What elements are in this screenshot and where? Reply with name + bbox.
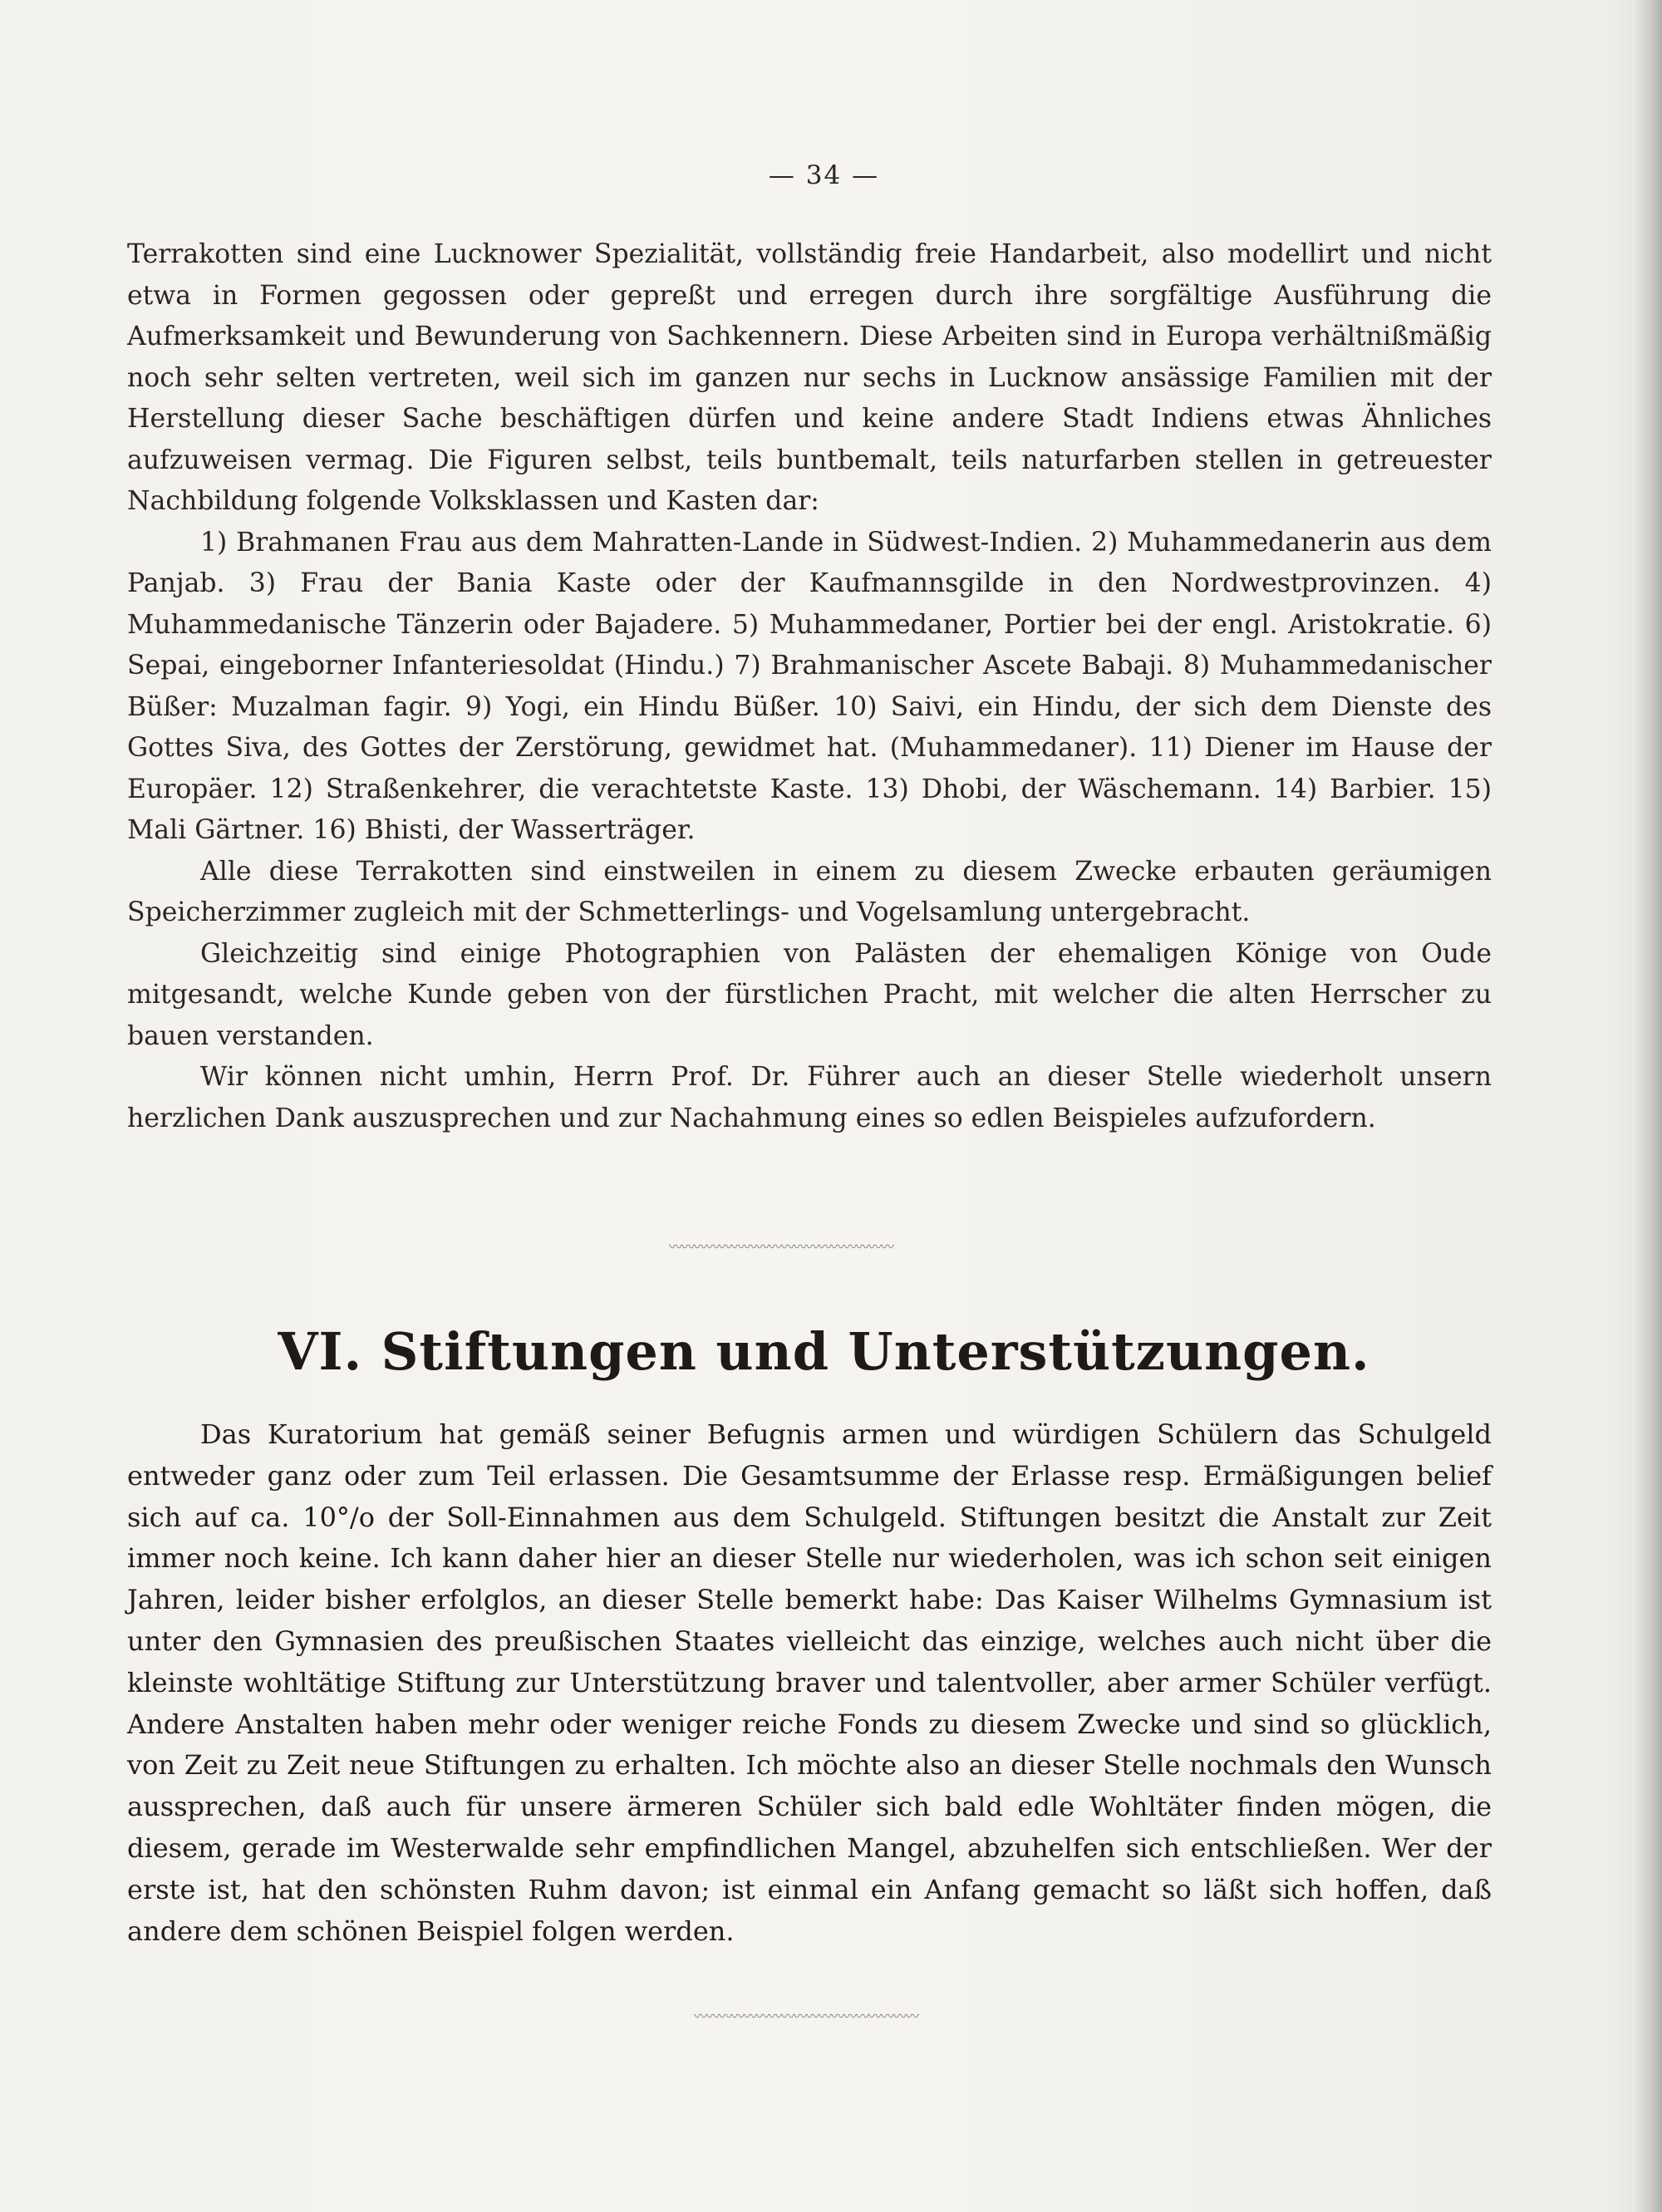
paragraph-storage: Alle diese Terrakotten sind einstweilen in einem zu diesem Zwecke erbauten geräumigen Speicherzimmer zugleich mit der Schmetterlings- und Vogelsamlung untergebracht. — [127, 856, 1492, 927]
paragraph-figures-list: 1) Brahmanen Frau aus dem Mahratten-Lande in Südwest-Indien. 2) Muhammedanerin aus dem Panjab. 3) Frau der Bania Kaste oder der Kaufmannsgilde in den Nordwestprovinzen. 4) Muhammedanische Tänzerin oder Bajadere. 5) Muhammedaner, Portier bei der engl. Aristokratie. 6) Sepai, eingeborner Infanteriesoldat (Hindu.) 7) Brahmanischer Ascete Babaji. 8) Muhammedanischer Büßer: Muzalman fagir. 9) Yogi, ein Hindu Büßer. 10) Saivi, ein Hindu, der sich dem Dienste des Gottes Siva, des Gottes der Zerstörung, gewidmet hat. (Muhammedaner). 11) Diener im Hause der Europäer. 12) Straßenkehrer, die verachtetste Kaste. 13) Dhobi, der Wäschemann. 14) Barbier. 15) Mali Gärtner. 16) Bhisti, der Wasserträger. — [127, 527, 1492, 845]
ornamental-divider: 〰〰〰〰〰〰〰〰〰〰〰〰〰〰〰〰〰〰 — [668, 1239, 893, 1255]
page-number: — 34 — — [768, 160, 880, 190]
page-edge-shadow — [1634, 0, 1662, 2212]
terrakotten-section — [127, 234, 1492, 1139]
paragraph-stiftungen: Das Kuratorium hat gemäß seiner Befugnis armen und würdigen Schülern das Schulgeld entweder ganz oder zum Teil erlassen. Die Gesamtsumme der Erlasse resp. Ermäßigungen belief sich auf ca. 10°/o der Soll-Einnahmen aus dem Schulgeld. Stiftungen besitzt die Anstalt zur Zeit immer noch keine. Ich kann daher hier an dieser Stelle nur wiederholen, was ich schon seit einigen Jahren, leider bisher erfolglos, an dieser Stelle bemerkt habe: Das Kaiser Wilhelms Gymnasium ist unter den Gymnasien des preußischen Staates vielleicht das einzige, welches auch nicht über die kleinste wohltätige Stiftung zur Unterstützung braver und talentvoller, aber armer Schüler verfügt. Andere Anstalten haben mehr oder weniger reiche Fonds zu diesem Zwecke und sind so glücklich, von Zeit zu Zeit neue Stiftungen zu erhalten. Ich möchte also an dieser Stelle nochmals den Wunsch aussprechen, daß auch für unsere ärmeren Schüler sich bald edle Wohltäter finden mögen, die diesem, gerade im Westerwalde sehr empfindlichen Mangel, abzuhelfen sich entschließen. Wer der erste ist, hat den schönsten Ruhm davon; ist einmal ein Anfang gemacht so läßt sich hoffen, daß andere dem schönen Beispiel folgen werden. — [127, 1418, 1492, 1947]
paragraph-thanks: Wir können nicht umhin, Herrn Prof. Dr. Führer auch an dieser Stelle wiederholt unsern herzlichen Dank auszusprechen und zur Nachahmung eines so edlen Beispieles aufzufordern. — [127, 1062, 1492, 1133]
paragraph-photographs: Gleichzeitig sind einige Photographien von Palästen der ehemaligen Könige von Oude mitgesandt, welche Kunde geben von der fürstlichen Pracht, mit welcher die alten Herrscher zu bauen verstanden. — [127, 938, 1492, 1051]
section-heading: VI. Stiftungen und Unterstützungen. — [278, 1321, 1370, 1382]
stiftungen-section — [127, 1414, 1492, 1952]
ornamental-divider-end: 〰〰〰〰〰〰〰〰〰〰〰〰〰〰〰〰〰〰 — [693, 2008, 918, 2024]
paragraph-terrakotten: Terrakotten sind eine Lucknower Spezialität, vollständig freie Handarbeit, also modellirt und nicht etwa in Formen gegossen oder gepreßt und erregen durch ihre sorgfältige Ausführung die Aufmerksamkeit und Bewunderung von Sachkennern. Diese Arbeiten sind in Europa verhältnißmäßig noch sehr selten vertreten, weil sich im ganzen nur sechs in Lucknow ansässige Familien mit der Herstellung dieser Sache beschäftigen dürfen und keine andere Stadt Indiens etwas Ähnliches aufzuweisen vermag. Die Figuren selbst, teils buntbemalt, teils naturfarben stellen in getreuester Nachbildung folgende Volksklassen und Kasten dar: — [127, 239, 1492, 516]
